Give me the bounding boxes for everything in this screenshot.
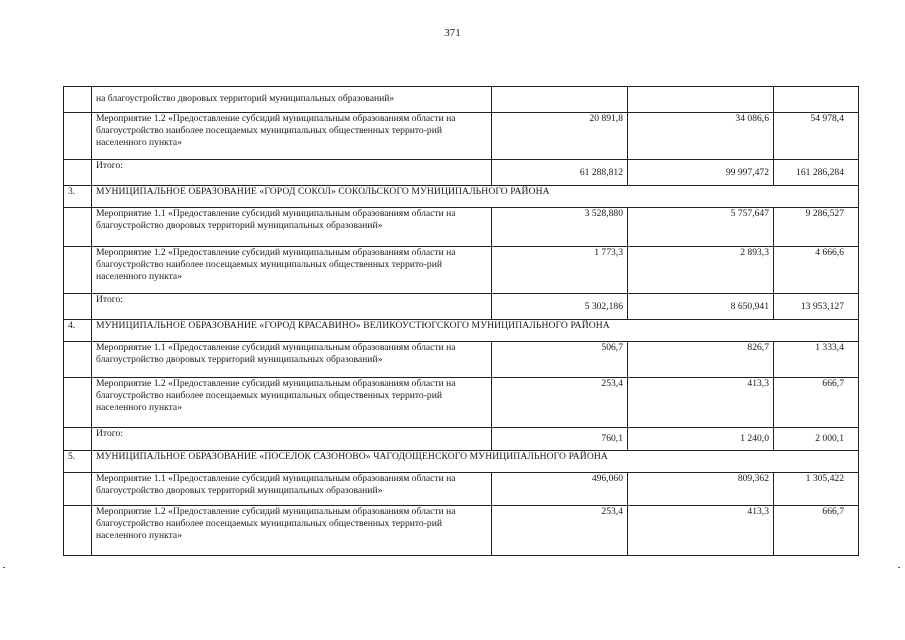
value-cell: 20 891,8 [492,113,628,160]
measure-description: Мероприятие 1.1 «Предоставление субсидий муниципальным образованиям области на благоустройство дворовых территорий муниципальных образований» [92,473,492,506]
value-cell: 5 757,647 [628,208,774,247]
total-value: 99 997,472 [628,160,774,186]
total-value: 2 000,1 [774,428,859,451]
total-label: Итого: [92,294,492,320]
value-cell: 54 978,4 [774,113,859,160]
row-number-cell [64,87,92,113]
section-number: 4. [64,320,92,342]
section-title: МУНИЦИПАЛЬНОЕ ОБРАЗОВАНИЕ «ПОСЕЛОК САЗОНОВО» ЧАГОДОЩЕНСКОГО МУНИЦИПАЛЬНОГО РАЙОНА [92,451,859,473]
section-header-row [64,451,859,473]
section-number: 5. [64,451,92,473]
section-header-row [64,320,859,342]
row-number-cell [64,113,92,160]
measure-description: Мероприятие 1.2 «Предоставление субсидий муниципальным образованиям области на благоустройство наиболее посещаемых муниципальных общественных террито-рий населенного пункта» [92,113,492,160]
total-row [64,160,859,186]
value-cell: 34 086,6 [628,113,774,160]
total-row [64,428,859,451]
value-cell: 826,7 [628,342,774,378]
table-row [64,506,859,556]
section-header-row [64,186,859,208]
row-number-cell [64,428,92,451]
value-cell: 413,3 [628,378,774,428]
scan-edge-mark [3,567,5,568]
table-row [64,247,859,294]
row-number-cell [64,160,92,186]
section-title: МУНИЦИПАЛЬНОЕ ОБРАЗОВАНИЕ «ГОРОД КРАСАВИНО» ВЕЛИКОУСТЮГСКОГО МУНИЦИПАЛЬНОГО РАЙОНА [92,320,859,342]
row-number-cell [64,247,92,294]
row-number-cell [64,342,92,378]
table-row [64,342,859,378]
total-value: 161 286,284 [774,160,859,186]
measure-description: Мероприятие 1.1 «Предоставление субсидий муниципальным образованиям области на благоустройство дворовых территорий муниципальных образований» [92,342,492,378]
value-cell [628,87,774,113]
table-row [64,208,859,247]
value-cell: 253,4 [492,378,628,428]
row-number-cell [64,473,92,506]
value-cell: 666,7 [774,378,859,428]
total-label: Итого: [92,428,492,451]
measure-description: Мероприятие 1.2 «Предоставление субсидий муниципальным образованиям области на благоустройство наиболее посещаемых муниципальных общественных террито-рий населенного пункта» [92,378,492,428]
value-cell: 506,7 [492,342,628,378]
measure-description: Мероприятие 1.1 «Предоставление субсидий муниципальным образованиям области на благоустройство дворовых территорий муниципальных образований» [92,208,492,247]
total-value: 13 953,127 [774,294,859,320]
page-number: 371 [444,27,461,39]
section-number: 3. [64,186,92,208]
measure-description: Мероприятие 1.2 «Предоставление субсидий муниципальным образованиям области на благоустройство наиболее посещаемых муниципальных общественных террито-рий населенного пункта» [92,506,492,556]
total-value: 1 240,0 [628,428,774,451]
value-cell: 9 286,527 [774,208,859,247]
table-row [64,378,859,428]
measure-description: Мероприятие 1.2 «Предоставление субсидий муниципальным образованиям области на благоустройство наиболее посещаемых муниципальных общественных террито-рий населенного пункта» [92,247,492,294]
section-title: МУНИЦИПАЛЬНОЕ ОБРАЗОВАНИЕ «ГОРОД СОКОЛ» СОКОЛЬСКОГО МУНИЦИПАЛЬНОГО РАЙОНА [92,186,859,208]
table-row [64,473,859,506]
total-row [64,294,859,320]
table-row [64,87,859,113]
measure-description: на благоустройство дворовых территорий муниципальных образований» [92,87,492,113]
total-value: 8 650,941 [628,294,774,320]
total-label: Итого: [92,160,492,186]
total-value: 61 288,812 [492,160,628,186]
total-value: 760,1 [492,428,628,451]
value-cell: 1 333,4 [774,342,859,378]
value-cell: 2 893,3 [628,247,774,294]
value-cell: 496,060 [492,473,628,506]
value-cell: 1 305,422 [774,473,859,506]
value-cell [492,87,628,113]
row-number-cell [64,294,92,320]
value-cell: 253,4 [492,506,628,556]
row-number-cell [64,506,92,556]
scan-edge-mark [898,567,900,568]
value-cell: 809,362 [628,473,774,506]
budget-table [63,86,859,556]
value-cell: 3 528,880 [492,208,628,247]
value-cell: 1 773,3 [492,247,628,294]
value-cell: 4 666,6 [774,247,859,294]
table-row [64,113,859,160]
row-number-cell [64,378,92,428]
row-number-cell [64,208,92,247]
value-cell [774,87,859,113]
total-value: 5 302,186 [492,294,628,320]
value-cell: 666,7 [774,506,859,556]
value-cell: 413,3 [628,506,774,556]
